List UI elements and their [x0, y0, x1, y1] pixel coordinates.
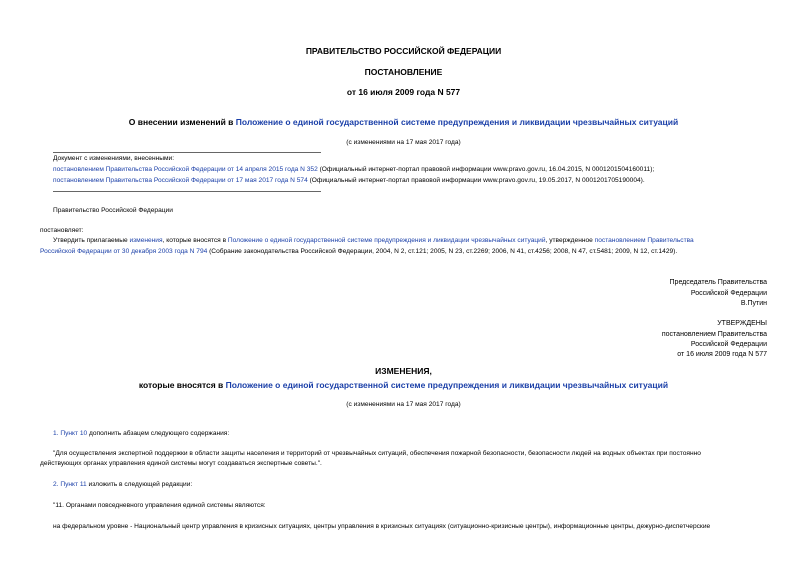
federal-level-text: на федеральном уровне - Национальный центр управления в кризисных ситуациях, центры управления в кризисных ситуациях (ситуационно-кризисные центры), информационные центры, дежурно-диспетчерские: [53, 523, 711, 530]
decides-text: постановляет:: [40, 227, 84, 234]
signature-country: Российской Федерации: [690, 290, 767, 297]
document-title: [0, 117, 807, 127]
amendment-2017-source: (Официальный интернет-портал правовой информации www.pravo.gov.ru, 19.05.2017, N 0001201705190004).: [307, 177, 645, 184]
resolution-paragraph-line1: Утвердить прилагаемые изменения, которые вносятся в Положение о единой государственной системе предупреждения и ликвидации чрезвычайных ситуаций, утвержденное постановлением Правительства: [53, 237, 694, 244]
changes-box-item: [53, 166, 654, 173]
changes-box-item: [53, 177, 645, 184]
approved-country: Российской Федерации: [690, 341, 767, 348]
changes-box-intro: Документ с изменениями, внесенными:: [53, 155, 175, 162]
change-item-1: 1. Пункт 10 дополнить абзацем следующего содержания:: [53, 430, 230, 437]
decree-794-link-part1[interactable]: постановлением Правительства: [594, 237, 694, 244]
quote2-text: "11. Органами повседневного управления единой системы являются:: [53, 502, 266, 509]
item2-number: 2.: [53, 481, 61, 488]
regulation-link[interactable]: Положение о единой государственной системе предупреждения и ликвидации чрезвычайных ситуаций: [227, 237, 546, 244]
title-revision: (с изменениями на 17 мая 2017 года): [346, 139, 461, 146]
item1-number: 1.: [53, 430, 61, 437]
title-regulation-link[interactable]: Положение о единой государственной системе предупреждения и ликвидации чрезвычайных ситуаций: [235, 117, 679, 127]
document-type: ПОСТАНОВЛЕНИЕ: [364, 67, 443, 77]
changes-box-bottom-rule: [53, 191, 321, 192]
amendment-2017-link[interactable]: постановлением Правительства Российской Федерации от 17 мая 2017 года N 574: [53, 177, 308, 184]
item1-clause-link[interactable]: Пункт 10: [60, 430, 88, 437]
change-item-2: 2. Пункт 11 изложить в следующей редакции:: [53, 481, 193, 488]
quote1-line2: действующих органах управления единой системы могут создаваться экспертные советы.".: [40, 460, 322, 467]
changes-regulation-link[interactable]: Положение о единой государственной системе предупреждения и ликвидации чрезвычайных ситуаций: [225, 380, 669, 390]
issuer-text: Правительство Российской Федерации: [53, 207, 173, 214]
changes-box-top-rule: [53, 152, 321, 153]
amendment-2015-source: (Официальный интернет-портал правовой информации www.pravo.gov.ru, 16.04.2015, N 0001201504160011);: [317, 166, 655, 173]
approved-heading: УТВЕРЖДЕНЫ: [717, 320, 767, 327]
government-heading: ПРАВИТЕЛЬСТВО РОССИЙСКОЙ ФЕДЕРАЦИИ: [305, 46, 502, 56]
approved-date: от 16 июля 2009 года N 577: [677, 351, 767, 358]
decree-794-link-part2[interactable]: Российской Федерации от 30 декабря 2003 года N 794: [40, 248, 208, 255]
resolution-paragraph-line2: Российской Федерации от 30 декабря 2003 года N 794 (Собрание законодательства Российской Федерации, 2004, N 2, ст.121; 2005, N 23, ст.2269; 2006, N 41, ст.4256; 2008, N 47, ст.5481; 2009, N 12, ст.1429).: [40, 248, 678, 255]
title-prefix: О внесении изменений в: [128, 117, 236, 127]
signature-position: Председатель Правительства: [669, 279, 767, 286]
changes-title: ИЗМЕНЕНИЯ,: [375, 366, 432, 376]
signature-name: В.Путин: [740, 300, 767, 307]
item2-clause-link[interactable]: Пункт 11: [60, 481, 87, 488]
changes-subtitle: которые вносятся в Положение о единой государственной системе предупреждения и ликвидации чрезвычайных ситуаций: [138, 380, 669, 390]
amendment-2015-link[interactable]: постановлением Правительства Российской Федерации от 14 апреля 2015 года N 352: [53, 166, 318, 173]
approved-by: постановлением Правительства: [661, 331, 767, 338]
quote1-line1: "Для осуществления экспертной поддержки в области защиты населения и территорий от чрезвычайных ситуаций, обеспечения пожарной безопасности, безопасности людей на водных объектах при постоянно: [53, 450, 701, 457]
document-date-number: от 16 июля 2009 года N 577: [346, 87, 461, 97]
changes-revision: (с изменениями на 17 мая 2017 года): [346, 401, 461, 408]
changes-link[interactable]: изменения: [129, 237, 163, 244]
